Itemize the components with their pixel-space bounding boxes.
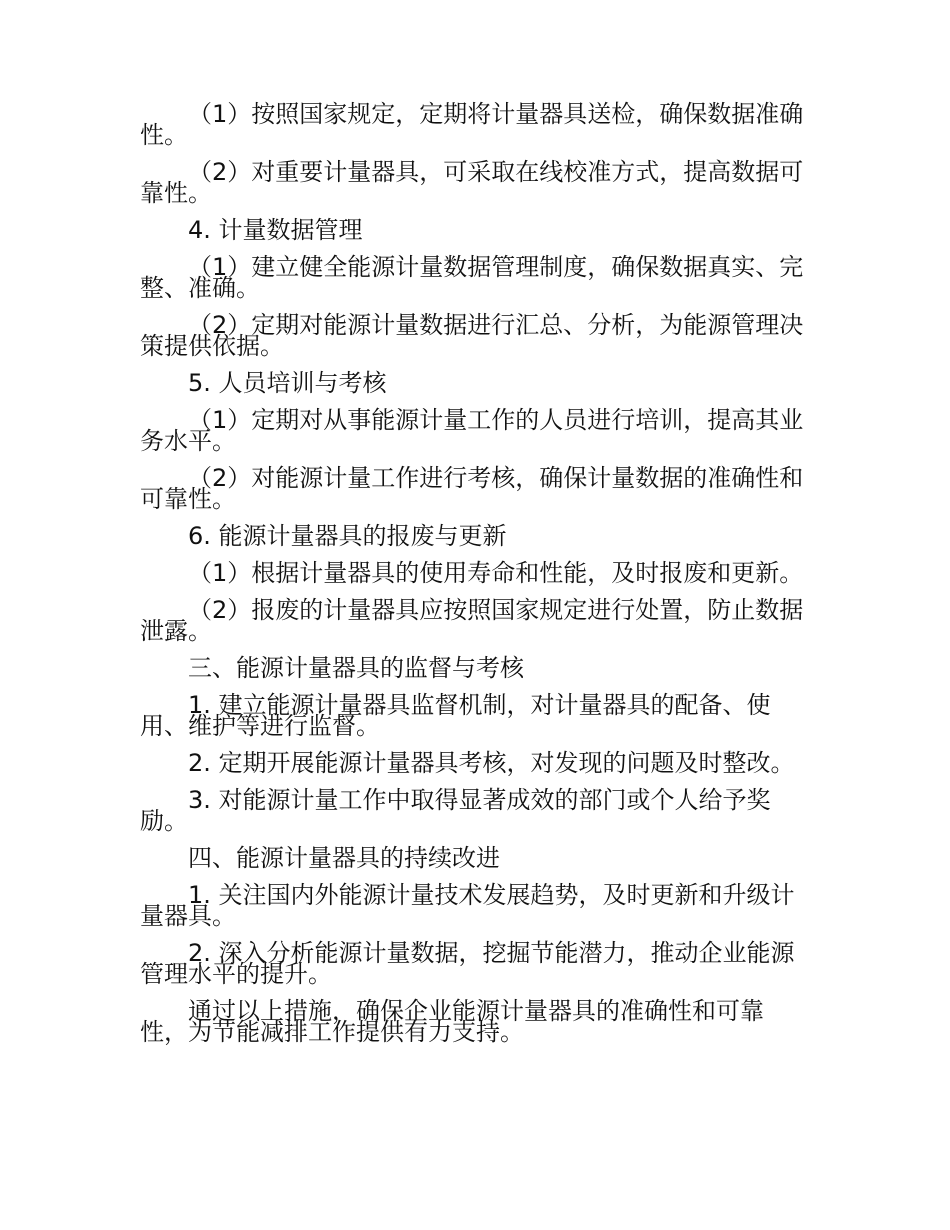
paragraph-6-2: （2）报废的计量器具应按照国家规定进行处置，防止数据泄露。	[140, 596, 804, 645]
paragraph-4-2: （2）定期对能源计量数据进行汇总、分析，为能源管理决策提供依据。	[140, 311, 804, 360]
closing-paragraph: 通过以上措施，确保企业能源计量器具的准确性和可靠性，为节能减排工作提供有力支持。	[140, 997, 764, 1046]
paragraph-ch4-1: 1. 关注国内外能源计量技术发展趋势，及时更新和升级计量器具。	[140, 881, 795, 930]
section-heading-6: 6. 能源计量器具的报废与更新	[188, 522, 507, 550]
paragraph-ch3-1: 1. 建立能源计量器具监督机制，对计量器具的配备、使用、维护等进行监督。	[140, 691, 771, 740]
paragraph-ch3-3: 3. 对能源计量工作中取得显著成效的部门或个人给予奖励。	[140, 786, 771, 835]
chapter-heading-3: 三、能源计量器具的监督与考核	[188, 654, 524, 682]
paragraph-6-1: （1）根据计量器具的使用寿命和性能，及时报废和更新。	[188, 559, 804, 587]
paragraph-5-2: （2）对能源计量工作进行考核，确保计量数据的准确性和可靠性。	[140, 464, 804, 513]
paragraph-1-1-calibration: （1）按照国家规定，定期将计量器具送检，确保数据准确性。	[140, 100, 804, 149]
paragraph-ch3-2: 2. 定期开展能源计量器具考核，对发现的问题及时整改。	[188, 749, 795, 777]
paragraph-4-1: （1）建立健全能源计量数据管理制度，确保数据真实、完整、准确。	[140, 253, 804, 302]
paragraph-5-1: （1）定期对从事能源计量工作的人员进行培训，提高其业务水平。	[140, 406, 804, 455]
chapter-heading-4: 四、能源计量器具的持续改进	[188, 844, 500, 872]
paragraph-1-2-online-calibration: （2）对重要计量器具，可采取在线校准方式，提高数据可靠性。	[140, 158, 804, 207]
paragraph-ch4-2: 2. 深入分析能源计量数据，挖掘节能潜力，推动企业能源管理水平的提升。	[140, 939, 795, 988]
document-body	[140, 100, 810, 1046]
section-heading-4: 4. 计量数据管理	[188, 216, 363, 244]
section-heading-5: 5. 人员培训与考核	[188, 369, 387, 397]
